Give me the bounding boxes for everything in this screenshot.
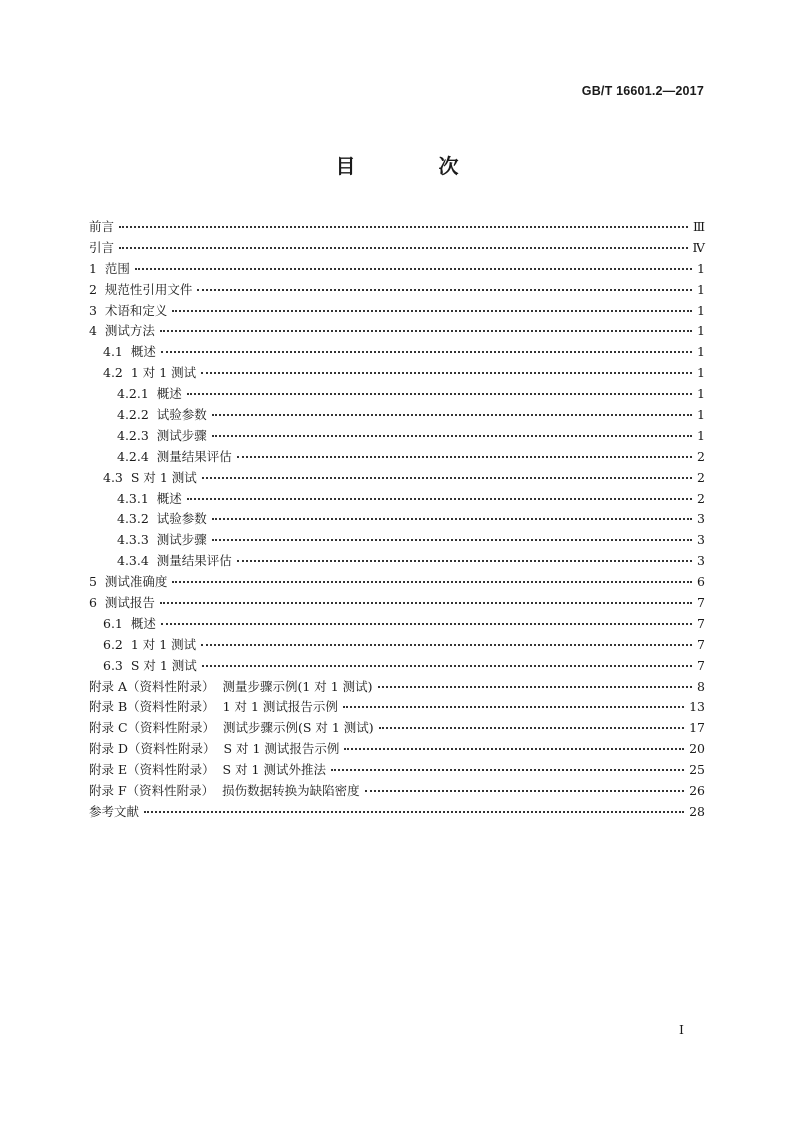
dot-leader — [212, 539, 692, 541]
toc-entry[interactable] — [89, 572, 705, 593]
toc-entry[interactable] — [89, 781, 705, 802]
toc-entry-label: 参考文献 — [89, 803, 140, 819]
document-code: GB/T 16601.2—2017 — [581, 84, 704, 98]
dot-leader — [212, 435, 692, 437]
toc-entry-label: 附录 A（资料性附录） 测量步骤示例(1 对 1 测试) — [89, 678, 373, 694]
toc-entry[interactable] — [89, 509, 705, 530]
toc-entry-page-number: 28 — [689, 803, 705, 819]
toc-entry[interactable] — [89, 739, 705, 760]
dot-leader — [144, 811, 684, 813]
toc-entry[interactable] — [89, 468, 705, 489]
toc-entry-label: 6.2 1 对 1 测试 — [103, 636, 197, 652]
dot-leader — [160, 330, 692, 332]
toc-entry[interactable] — [89, 677, 705, 698]
toc-entry-label: 4.2.2 试验参数 — [117, 407, 207, 423]
toc-entry-page-number: 1 — [697, 407, 705, 423]
toc-entry-label: 引言 — [89, 239, 115, 255]
dot-leader — [379, 727, 684, 729]
toc-entry[interactable] — [89, 593, 705, 614]
toc-entry-page-number: 2 — [697, 490, 705, 506]
toc-entry[interactable] — [89, 697, 705, 718]
toc-entry-label: 4.1 概述 — [103, 344, 156, 360]
toc-entry-page-number: 17 — [689, 720, 705, 736]
dot-leader — [161, 623, 692, 625]
toc-entry-label: 4.3.1 概述 — [117, 490, 182, 506]
toc-entry-page-number: 2 — [697, 469, 705, 485]
toc-entry-page-number: 3 — [697, 511, 705, 527]
toc-entry-page-number: Ⅳ — [692, 239, 705, 255]
toc-entry-page-number: 1 — [697, 386, 705, 402]
toc-entry-label: 5 测试准确度 — [89, 574, 168, 590]
footer-page-number: I — [679, 1022, 684, 1037]
dot-leader — [197, 289, 692, 291]
toc-entry[interactable] — [89, 614, 705, 635]
toc-entry-page-number: 13 — [689, 699, 705, 715]
toc-entry-label: 附录 F（资料性附录） 损伤数据转换为缺陷密度 — [89, 783, 360, 799]
toc-entry-page-number: 1 — [697, 323, 705, 339]
toc-entry-page-number: 25 — [689, 762, 705, 778]
toc-entry-page-number: 2 — [697, 448, 705, 464]
table-of-contents — [89, 217, 705, 823]
toc-entry-label: 附录 B（资料性附录） 1 对 1 测试报告示例 — [89, 699, 338, 715]
toc-entry-label: 附录 D（资料性附录） S 对 1 测试报告示例 — [89, 741, 340, 757]
dot-leader — [201, 372, 692, 374]
toc-entry[interactable] — [89, 489, 705, 510]
toc-entry-page-number: 6 — [697, 574, 705, 590]
toc-entry-label: 前言 — [89, 219, 115, 234]
dot-leader — [119, 226, 688, 228]
dot-leader — [201, 644, 692, 646]
dot-leader — [187, 498, 692, 500]
toc-entry-label: 附录 C（资料性附录） 测试步骤示例(S 对 1 测试) — [89, 720, 374, 736]
toc-entry-page-number: 3 — [697, 532, 705, 548]
page-title: 目 次 — [335, 154, 497, 178]
dot-leader — [161, 351, 692, 353]
toc-entry[interactable] — [89, 802, 705, 823]
toc-entry-page-number: 1 — [697, 302, 705, 318]
toc-entry[interactable] — [89, 259, 705, 280]
dot-leader — [343, 706, 684, 708]
toc-entry[interactable] — [89, 635, 705, 656]
toc-entry-label: 4.3 S 对 1 测试 — [103, 469, 197, 485]
toc-entry-page-number: 8 — [697, 678, 705, 694]
toc-entry-page-number: 1 — [697, 365, 705, 381]
dot-leader — [344, 748, 684, 750]
toc-entry[interactable] — [89, 551, 705, 572]
toc-entry-label: 3 术语和定义 — [89, 302, 168, 318]
toc-entry-label: 附录 E（资料性附录） S 对 1 测试外推法 — [89, 762, 326, 778]
toc-entry-label: 4.3.3 测试步骤 — [117, 532, 207, 548]
dot-leader — [378, 686, 693, 688]
toc-entry-label: 4.3.4 测量结果评估 — [117, 553, 232, 569]
toc-entry[interactable] — [89, 718, 705, 739]
toc-entry[interactable] — [89, 342, 705, 363]
toc-entry[interactable] — [89, 384, 705, 405]
toc-entry-page-number: 20 — [689, 741, 705, 757]
toc-entry-page-number: 1 — [697, 344, 705, 360]
toc-entry[interactable] — [89, 280, 705, 301]
dot-leader — [212, 518, 692, 520]
dot-leader — [172, 581, 692, 583]
toc-entry-page-number: 7 — [697, 636, 705, 652]
toc-entry[interactable] — [89, 405, 705, 426]
toc-entry-label: 6 测试报告 — [89, 595, 155, 611]
toc-entry-page-number: 26 — [689, 783, 705, 799]
dot-leader — [365, 790, 684, 792]
toc-entry-label: 4 测试方法 — [89, 323, 155, 339]
toc-entry-label: 4.2 1 对 1 测试 — [103, 365, 197, 381]
toc-entry-page-number: 7 — [697, 595, 705, 611]
dot-leader — [212, 414, 692, 416]
dot-leader — [172, 310, 692, 312]
toc-entry[interactable] — [89, 217, 705, 238]
toc-entry[interactable] — [89, 530, 705, 551]
dot-leader — [135, 268, 692, 270]
toc-entry-label: 4.2.3 测试步骤 — [117, 427, 207, 443]
toc-entry-page-number: 7 — [697, 657, 705, 673]
dot-leader — [202, 477, 692, 479]
toc-entry-page-number: 1 — [697, 260, 705, 276]
toc-entry-label: 6.1 概述 — [103, 615, 156, 631]
dot-leader — [237, 456, 692, 458]
toc-entry-label: 4.3.2 试验参数 — [117, 511, 207, 527]
toc-entry-page-number: 3 — [697, 553, 705, 569]
dot-leader — [331, 769, 684, 771]
toc-entry[interactable] — [89, 321, 705, 342]
toc-entry-page-number: Ⅲ — [692, 219, 705, 234]
toc-entry-page-number: 1 — [697, 281, 705, 297]
toc-entry[interactable] — [89, 447, 705, 468]
toc-entry-label: 4.2.4 测量结果评估 — [117, 448, 232, 464]
toc-entry[interactable] — [89, 426, 705, 447]
toc-entry-label: 4.2.1 概述 — [117, 386, 182, 402]
dot-leader — [187, 393, 692, 395]
dot-leader — [202, 665, 692, 667]
toc-entry[interactable] — [89, 301, 705, 322]
toc-entry-page-number: 7 — [697, 615, 705, 631]
toc-entry-page-number: 1 — [697, 427, 705, 443]
dot-leader — [119, 247, 687, 249]
toc-entry[interactable] — [89, 760, 705, 781]
toc-entry[interactable] — [89, 238, 705, 259]
toc-entry-label: 6.3 S 对 1 测试 — [103, 657, 197, 673]
toc-entry[interactable] — [89, 363, 705, 384]
dot-leader — [160, 602, 692, 604]
dot-leader — [237, 560, 692, 562]
toc-entry-label: 2 规范性引用文件 — [89, 281, 193, 297]
toc-entry[interactable] — [89, 656, 705, 677]
toc-entry-label: 1 范围 — [89, 260, 130, 276]
